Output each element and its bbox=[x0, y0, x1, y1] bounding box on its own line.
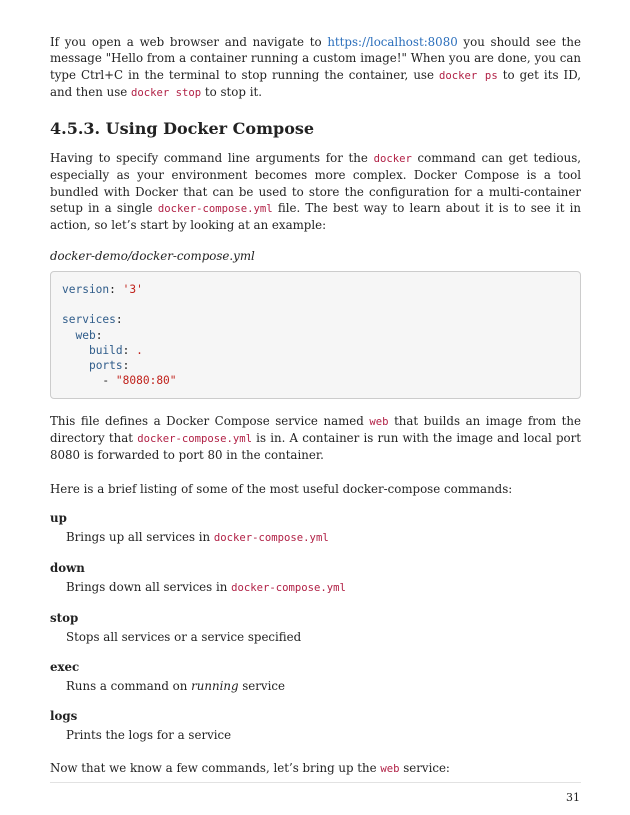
code-docker-ps: docker ps bbox=[439, 69, 498, 82]
localhost-link[interactable]: https://localhost:8080 bbox=[327, 35, 458, 49]
para4-text-1: Now that we know a few commands, let’s bring up the bbox=[50, 760, 381, 775]
code-compose-file-2: docker-compose.yml bbox=[137, 433, 252, 446]
code-caption: docker-demo/docker-compose.yml bbox=[50, 248, 255, 263]
page-content bbox=[50, 34, 581, 777]
yaml-key-version: version bbox=[62, 282, 110, 296]
yaml-value-ports: "8080:80" bbox=[115, 374, 177, 388]
code-web-2: web bbox=[380, 762, 400, 775]
para1-text-3: file. The best way to learn about it is to see it in action, so let’s start by looking at an example: bbox=[50, 201, 582, 233]
yaml-value-build: . bbox=[136, 343, 143, 357]
intro-text-4: to stop it. bbox=[201, 84, 262, 99]
para4-text-2: service: bbox=[399, 760, 450, 775]
para1-text-1: Having to specify command line arguments for the bbox=[50, 151, 374, 166]
para1-text-2: command can get tedious, especially as your environment becomes more complex. Docker Compose is a tool bundled with Docker that can be used to store the configuration for a multi-container setup in a single bbox=[50, 151, 581, 216]
yaml-key-build: build bbox=[88, 343, 123, 357]
footer-divider bbox=[50, 782, 581, 783]
code-compose-file-up: docker-compose.yml bbox=[213, 531, 329, 544]
command-term-up: up bbox=[50, 510, 67, 525]
para2-text-2: that builds an image from the directory that bbox=[50, 413, 581, 446]
command-desc-exec bbox=[66, 678, 581, 694]
intro-text-2: you should see the message "Hello from a container running a custom image!" When you are done, you can type Ctrl+C in the terminal to stop running the container, use bbox=[50, 35, 581, 82]
yaml-key-services: services bbox=[62, 313, 116, 327]
command-desc-down bbox=[66, 579, 581, 596]
code-docker: docker bbox=[373, 153, 412, 166]
compose-intro-paragraph bbox=[50, 150, 581, 233]
command-term-down: down bbox=[50, 560, 85, 575]
code-docker-stop: docker stop bbox=[130, 86, 202, 99]
closing-paragraph bbox=[50, 760, 581, 777]
listing-intro-paragraph: Here is a brief listing of some of the most useful docker-compose commands: bbox=[50, 481, 513, 496]
yaml-key-ports: ports bbox=[88, 359, 123, 373]
desc-text-exec-2: service bbox=[238, 678, 285, 693]
intro-text-3: to get its ID, and then use bbox=[50, 67, 581, 99]
yaml-key-web: web bbox=[75, 328, 96, 342]
section-heading: 4.5.3. Using Docker Compose bbox=[50, 119, 315, 139]
code-compose-file-down: docker-compose.yml bbox=[231, 581, 346, 594]
para2-text-1: This file defines a Docker Compose service named bbox=[50, 413, 370, 428]
command-desc-logs: Prints the logs for a service bbox=[66, 727, 232, 742]
command-term-logs: logs bbox=[50, 708, 78, 723]
code-compose-file: docker-compose.yml bbox=[157, 203, 273, 216]
code-web: web bbox=[369, 415, 389, 428]
command-term-stop: stop bbox=[50, 610, 79, 625]
intro-paragraph bbox=[50, 34, 581, 101]
command-desc-up bbox=[66, 529, 581, 546]
emphasis-running: running bbox=[191, 678, 239, 693]
yaml-list-dash: - bbox=[102, 374, 116, 388]
para2-text-3: is in. A container is run with the image and local port 8080 is forwarded to port 80 in the container. bbox=[50, 431, 581, 463]
desc-text-exec: Runs a command on bbox=[66, 678, 192, 693]
desc-text-up: Brings up all services in bbox=[66, 529, 214, 544]
command-desc-stop: Stops all services or a service specified bbox=[66, 629, 302, 644]
intro-text-1: If you open a web browser and navigate to bbox=[50, 35, 328, 49]
page-number: 31 bbox=[566, 791, 580, 804]
yaml-value-version: '3' bbox=[122, 282, 143, 296]
command-list bbox=[50, 510, 581, 743]
desc-text-down: Brings down all services in bbox=[66, 579, 232, 594]
code-block: version: '3' services: web: build: . ports: - "8080:80" bbox=[50, 271, 581, 399]
service-paragraph bbox=[50, 413, 581, 464]
command-term-exec: exec bbox=[50, 659, 80, 674]
